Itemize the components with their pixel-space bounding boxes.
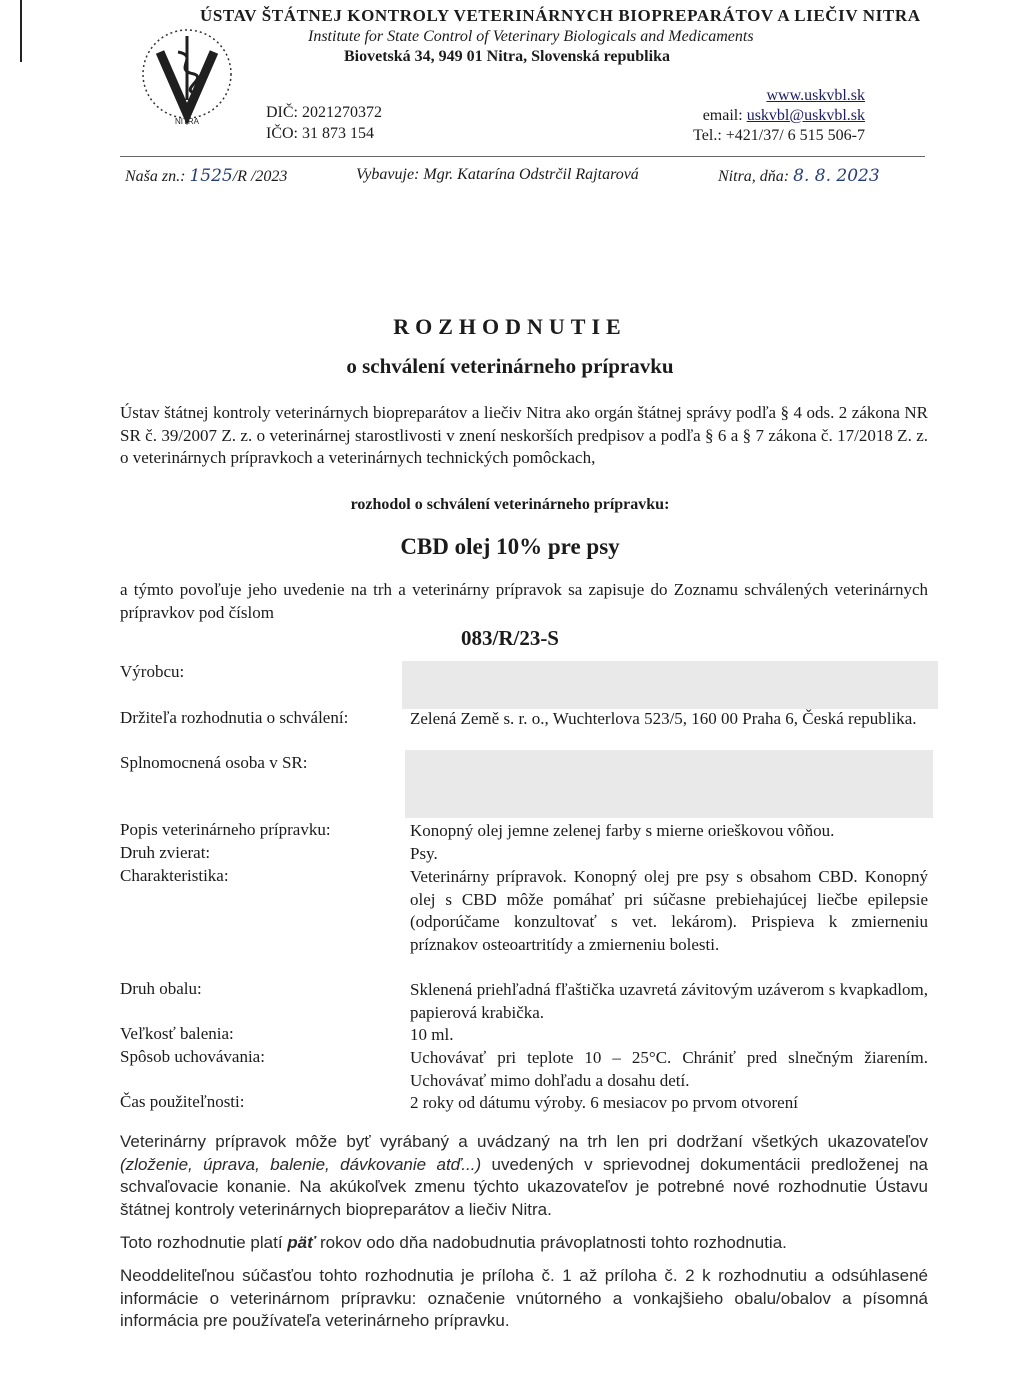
authorized-person-label: Splnomocnená osoba v SR: [120,753,308,772]
conditions-paragraph [120,1131,928,1221]
packaging-value: Sklenená priehľadná fľaštička uzavretá závitovým uzáverom s kvapkadlom, papierová krabička. [410,980,928,1022]
holder-label: Držiteľa rozhodnutia o schválení: [120,708,349,727]
decision-date: 8. 8. 2023 [793,166,880,186]
contact-block [693,86,865,146]
storage-value: Uchovávať pri teplote 10 – 25°C. Chrániť pred slnečným žiarením. Uchovávať mimo dohľadu a dosahu detí. [410,1048,928,1090]
logo-text: NITRA [175,117,199,126]
company-id: IČO: 31 873 154 [266,125,374,142]
our-reference-number: 1525 [189,166,233,186]
registration-number: 083/R/23-S [460,626,559,650]
our-reference [125,166,287,186]
storage-label: Spôsob uchovávania: [120,1047,265,1066]
phone-number: Tel.: +421/37/ 6 515 506-7 [693,127,865,144]
institute-name: ÚSTAV ŠTÁTNEJ KONTROLY VETERINÁRNYCH BIOPREPARÁTOV A LIEČIV NITRA [200,6,921,25]
manufacturer-redacted [402,661,938,709]
authorized-person-redacted [405,750,933,818]
validity-text-start: Toto rozhodnutie platí [120,1233,288,1252]
characteristics-label: Charakteristika: [120,866,229,885]
handled-by: Vybavuje: Mgr. Katarína Odstrčil Rajtarová [356,166,639,183]
registry-paragraph: a týmto povoľuje jeho uvedenie na trh a veterinárny prípravok sa zapisuje do Zoznamu schválených veterinárnych prípravkov pod číslom [120,580,928,622]
annex-paragraph: Neoddeliteľnou súčasťou tohto rozhodnutia je príloha č. 1 až príloha č. 2 k rozhodnutiu a odsúhlasené informácie o veterinárnom prípravku: označenie vnútorného a vonkajšieho obalu/obalov a písomná informácia pre používateľa veterinárneho prípravku. [120,1266,928,1330]
conditions-text-end: uvedených v sprievodnej dokumentácii predloženej na schvaľovacie konanie. Na akúkoľvek zmenu týchto ukazovateľov je potrebné nové rozhodnutie Ústavu štátnej kontroly veterinárnych biopreparátov a liečiv Nitra. [120,1154,929,1219]
validity-paragraph [120,1232,928,1255]
document-title: ROZHODNUTIE [393,314,627,339]
manufacturer-label: Výrobcu: [120,662,185,681]
description-value: Konopný olej jemne zelenej farby s mierne orieškovou vôňou. [410,821,835,840]
conditions-text-start: Veterinárny prípravok môže byť vyrábaný a uvádzaný na trh len pri dodržaní všetkých ukazovateľov [120,1132,928,1151]
tax-id: DIČ: 2021270372 [266,104,382,121]
our-reference-label: Naša zn.: [125,168,186,185]
shelf-life-label: Čas použiteľnosti: [120,1092,245,1111]
holder-value: Zelená Země s. r. o., Wuchterlova 523/5, 160 00 Praha 6, Česká republika. [410,709,917,728]
intro-paragraph: Ústav štátnej kontroly veterinárnych biopreparátov a liečiv Nitra ako orgán štátnej správy podľa § 4 ods. 2 zákona NR SR č. 39/2007 Z. z. o veterinárnej starostlivosti v znení neskorších predpisov a podľa § 6 a § 7 zákona č. 17/2018 Z. z. o veterinárnych prípravkoch a veterinárnych technických pomôckach, [120,403,928,467]
pack-size-label: Veľkosť balenia: [120,1024,234,1043]
email-label: email: [702,107,743,124]
header-divider [120,156,925,157]
description-label: Popis veterinárneho prípravku: [120,820,331,839]
place-date [718,166,880,186]
product-name: CBD olej 10% pre psy [400,534,620,559]
conditions-indicators: (zloženie, úprava, balenie, dávkovanie atď...) [120,1154,482,1174]
institute-address: Biovetská 34, 949 01 Nitra, Slovenská republika [344,48,670,65]
institute-name-english: Institute for State Control of Veterinary Biologicals and Medicaments [308,28,754,45]
document-subtitle: o schválení veterinárneho prípravku [346,354,674,378]
packaging-label: Druh obalu: [120,979,202,998]
pack-size-value: 10 ml. [410,1025,454,1044]
scan-margin-mark [20,0,22,62]
place-date-label: Nitra, dňa: [718,168,790,185]
our-reference-suffix: /R /2023 [232,168,288,185]
validity-period: päť [287,1233,316,1252]
email-link[interactable]: uskvbl@uskvbl.sk [746,107,865,124]
shelf-life-value: 2 roky od dátumu výroby. 6 mesiacov po prvom otvorení [410,1093,798,1112]
validity-text-end: rokov odo dňa nadobudnutia právoplatnosti tohto rozhodnutia. [315,1233,787,1252]
institute-logo [120,22,254,132]
species-label: Druh zvierat: [120,843,211,862]
website-link[interactable]: www.uskvbl.sk [766,87,865,104]
characteristics-value: Veterinárny prípravok. Konopný olej pre psy s obsahom CBD. Konopný olej s CBD môže pomáhať pri súčasne prebiehajúcej liečbe epilepsie (odporúčame konzultovať s vet. lekárom). Prispieva k zmierneniu príznakov osteoartritídy a zmierneniu bolesti. [410,867,928,954]
species-value: Psy. [410,844,438,863]
decision-statement: rozhodol o schválení veterinárneho prípravku: [350,496,670,513]
